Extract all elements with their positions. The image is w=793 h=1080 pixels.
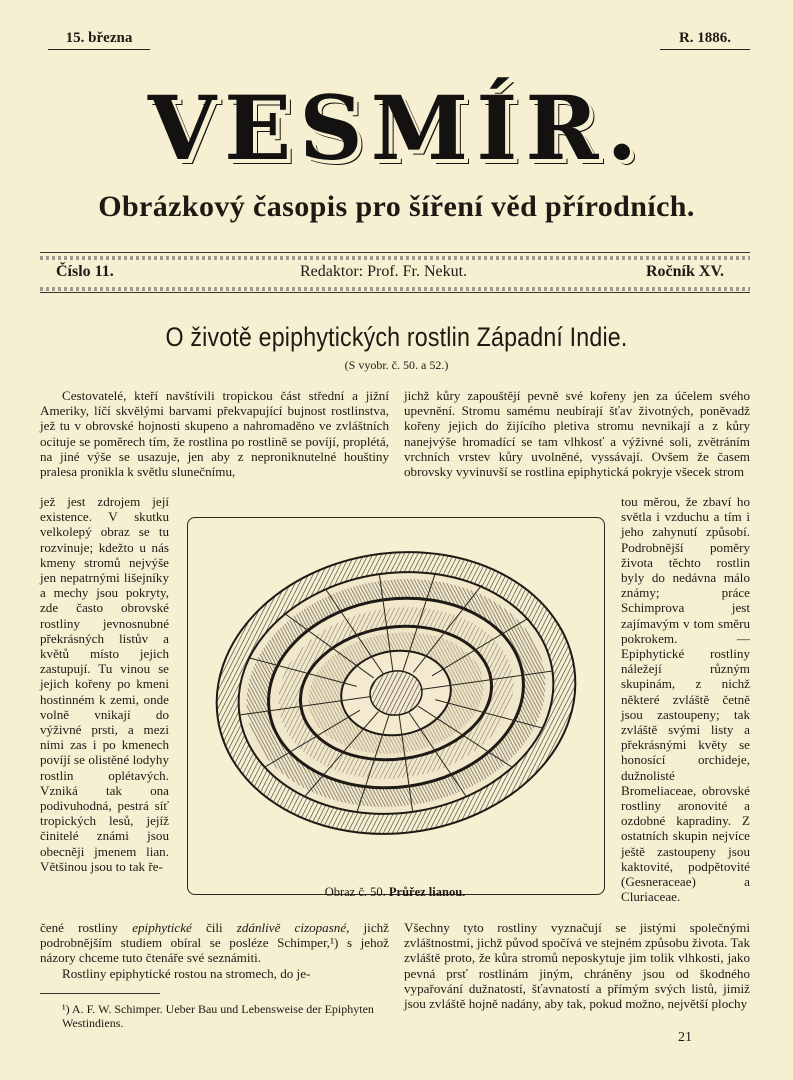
right-column-bottom [404, 920, 750, 1011]
article-subtitle: (S vyobr. č. 50. a 52.) [344, 358, 449, 372]
paragraph: Všechny tyto rostliny vyznačují se jistými společnými zvláštnostmi, jichž původ spočívá ve stejném způsobu života. Tak zvláště proto, že kůra stromů neposkytuje jim tolik vlhkosti, jako pevná prsť rostlinám jiným, chráněny jsou od škodného vypařování dužnatostí, šťavnatostí a přímým svých listů, jimiž jsou zvláště hojně nadány, aby tak, pokud možno, největší plochy [404, 920, 750, 1012]
figure-caption: Obraz č. 50. Průřez lianou. [324, 885, 466, 899]
page-number: 21 [678, 1030, 692, 1045]
editor-line: Redaktor: Prof. Fr. Nekut. [300, 263, 468, 280]
left-column-bottom [40, 920, 389, 981]
figure-frame [187, 517, 605, 895]
article-title: O životě epiphytických rostlin Západní Indie. [165, 322, 628, 352]
volume-number: Ročník XV. [646, 263, 724, 280]
issue-number: Číslo 11. [56, 263, 114, 280]
issue-year: R. 1886. [660, 30, 750, 50]
masthead-title: VESMÍR. [147, 76, 646, 180]
masthead-subtitle: Obrázkový časopis pro šíření věd přírodních. [98, 190, 695, 223]
paragraph: tou měrou, že zbaví ho světla i vzduchu a tím i jeho zahynutí způsobí. Podrobnější poměry života těchto rostlin byly do nedávna málo známy; práce Schimprova jest zajímavým v tom směru pokrokem. — Epiphytické rostliny náležejí různým skupinám, z nichž některé zvláště četně jsou zastoupeny; tak zvláště svými listy a překrásnými květy se honosící orchideje, dužnolisté Bromeliaceae, obrovské rostliny aronovité a ozdobné kapradiny. Z ostatních skupin nejvíce ještě zastoupeny jsou kaktovité, podpětovité (Gesneraceae) a Cluriaceae. [621, 494, 750, 905]
paragraph: jichž kůry zapouštějí pevně své kořeny jen za účelem svého upevnění. Stromu samému neubírají šťav životných, poněvadž kořeny jejich do žijícího pletiva stromu nevnikají a z kůry nanejvýše hromadící se tam vlhkosť a výživné soli, zvětráním vrchních vrstev kůry uvolněné, vyssávají. Ovšem že časem obrovsky vyvinuvší se rostlina epiphytická pokryje všecek strom [404, 388, 750, 480]
right-column-top [404, 388, 750, 479]
paragraph: jež jest zdrojem její existence. V skutku velkolepý obraz se tu rozvinuje; kdežto u nás kmeny stromů nejvýše jen nepatrnými lišejníky a mechy jsou pokryty, zde často obrovské rostliny jevnosnubné překrásných listův a květů místo jejich zastupují. Tu vinou se jejich kořeny po kmeni hostinném k zemi, onde volně vnikají do výživné prsti, a mezi nimi zas i po kmenech povíjí se olistěné lodyhy rostlin oplétavých. Vzniká tak ona podivuhodná, pestrá síť tropických lesů, jejíž činitelé známi jsou obecněji jmenem lian. Většinou jsou to tak ře- [40, 494, 169, 874]
issue-date: 15. března [48, 30, 150, 50]
footnote: ¹) A. F. W. Schimper. Ueber Bau und Lebensweise der Epiphyten Westindiens. [62, 1002, 374, 1030]
footnote-rule [40, 993, 160, 994]
right-column-narrow [621, 494, 750, 904]
bottom-rule [40, 292, 750, 293]
bottom-wavy-rule [40, 287, 750, 291]
left-column-narrow [40, 494, 169, 874]
liana-cross-section-illustration [188, 518, 604, 884]
paragraph: Rostliny epiphytické rostou na stromech, do je- [62, 965, 311, 981]
paragraph: Cestovatelé, kteří navštívili tropickou část střední a jižní Ameriky, líčí skvělými barvami překvapující bujnost rostlinstva, jež tu v obrovské hojnosti skupeno a nahromaděno ve zvláštních ocituje se poměrech tím, že rostlina po rostlině se povíjí, proplétá, na jiné výše se usazuje, jen aby z neproniknutelné houštiny pralesa pronikla k světlu slunečnímu, [40, 388, 389, 480]
top-wavy-rule [40, 256, 750, 260]
paragraph: čené rostliny epiphytické čili zdánlivě cizopasné, jichž podrobnějším studiem obíral se posléze Schimper,¹) s jehož názory chceme tuto čtenáře své seznámiti. [40, 920, 389, 966]
left-column-top [40, 388, 389, 479]
top-rule [40, 252, 750, 253]
